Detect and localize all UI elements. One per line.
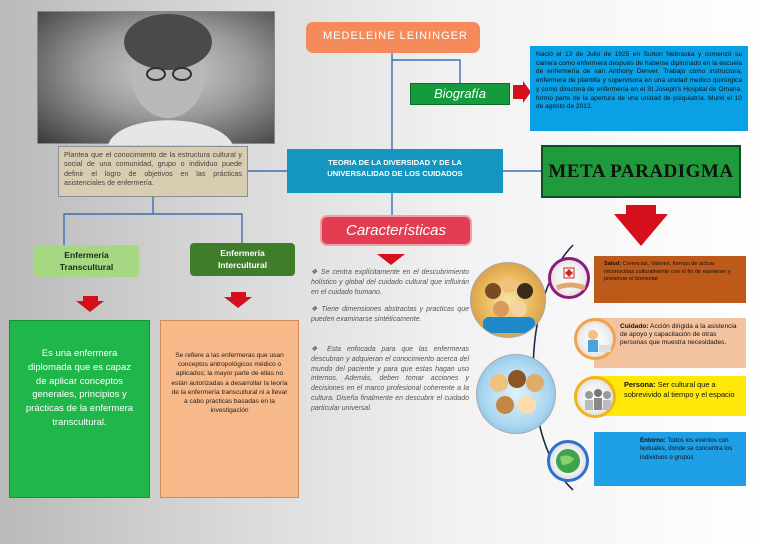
diamond-bullet-icon: ❖ <box>311 269 319 276</box>
title-box <box>306 22 480 53</box>
intercultural-label-line-1: Enfermería <box>220 248 265 258</box>
arrow-biografia <box>513 81 531 103</box>
culture-illustration-2 <box>476 354 556 434</box>
theory-line-2: UNIVERSALIDAD DE LOS CUIDADOS <box>327 169 463 178</box>
people-group-icon <box>471 263 546 338</box>
transcultural-label-line-2: Transcultural <box>59 261 114 272</box>
transcultural-text: Es una enfermera diplomada que es capaz de aplicar conceptos generales, principios y prácticas de la enfermera transcultural. <box>9 320 150 498</box>
intercultural-label <box>190 243 295 276</box>
connector-branches <box>64 214 242 245</box>
nurse-care-icon <box>574 318 616 360</box>
arrow-transcultural <box>76 296 104 312</box>
intercultural-label-line-2: Intercultural <box>217 259 268 270</box>
culture-illustration-1 <box>470 262 546 338</box>
arrow-meta <box>614 205 668 246</box>
children-faces-icon <box>477 355 556 434</box>
diamond-bullet-icon: ❖ <box>311 345 322 353</box>
bullet-item: ❖ Tiene dimensiones abstractas y practicas que pueden examinarse sintéticamente. <box>311 306 469 324</box>
metaparadigm-salud <box>594 256 746 303</box>
meta-paradigma-box: META PARADIGMA <box>541 145 741 198</box>
persona-text: Ser cultural que a sobrevivido al tiempo y el espacio <box>624 380 735 400</box>
biografia-label: Biografía <box>410 83 510 105</box>
biografia-text: Nació el 13 de Julio de 1925 en Sutton Nebraska y comenzó su carrera como enfermera después de haberse diplomado en la escuela de enfermería de san Anthony Denver. Trabajo como instructora, enfermera de plantilla y supervisora en una unidad medico quirúrgica y como directora de enfermería en el St Joseph's Hospital de Omaha, formo parte de la apertura de una unidad de psiquiatría. Murió el 10 de agosto de 2012. <box>530 46 748 131</box>
summary-box: Plantea que el conocimiento de la estructura cultural y social de una comunidad, grupo o individuo puede definir el logro de objetivos en las prácticas asistenciales de enfermería. <box>58 146 248 197</box>
transcultural-label <box>34 245 139 277</box>
diamond-bullet-icon: ❖ <box>311 306 319 314</box>
portrait-illustration <box>38 12 276 145</box>
health-hand-icon <box>548 257 590 299</box>
transcultural-label-line-1: Enfermería <box>64 250 109 260</box>
title-text: MEDELEINE LEININGER <box>323 30 468 42</box>
salud-key: Salud: <box>604 261 622 267</box>
caracteristicas-list <box>311 268 469 422</box>
theory-box <box>287 149 503 193</box>
cuidado-text: Acción dirigida a la asistencia de apoyo y capacitación de otras personas que muestra necesidades. <box>620 323 737 347</box>
entorno-text: Todos los eventos con textuales, donde se concentra los individuos o grupos <box>640 437 733 461</box>
caracteristicas-box: Características <box>320 215 472 246</box>
theory-line-1: TEORIA DE LA DIVERSIDAD Y DE LA <box>328 158 462 167</box>
arrow-caracteristicas <box>377 254 405 265</box>
bullet-item: ❖ Esta enfocada para que las enfermeras descubran y adquieran el conocimiento acerca del mundo del paciente y para que estas hagan uso internos. Además, deben tomar acciones y decisiones en el marco profesional coherente a la cultura. Diseña finalmente en descubrir el cuidado particular universal. <box>311 345 470 412</box>
entorno-key: Entorno: <box>640 437 666 444</box>
persona-key: Persona: <box>624 380 656 389</box>
arrow-intercultural <box>224 292 252 308</box>
metaparadigm-entorno <box>594 432 746 486</box>
portrait-photo <box>37 11 275 144</box>
cuidado-key: Cuidado: <box>620 323 649 330</box>
bullet-item: ❖ Se centra explícitamente en el descubrimiento holístico y global del cuidado cultural que influirán en el cuidado humano. <box>311 269 469 296</box>
salud-text: Creencias, Valores, formas de actuar reconocidas culturalmente con el fin de mantener y preservar el bienestar <box>604 261 731 283</box>
intercultural-text: Se refiere a las enfermeras que usan conceptos antropológicos médico o aplicados; la mayor parte de ellas no están autorizadas a desarrollar la teoría de la enfermería transcultural ni a llevar a cabo practicas basadas en la investigación <box>160 320 299 498</box>
persons-icon <box>574 376 616 418</box>
connector-title-biografia <box>392 60 460 83</box>
globe-icon <box>547 440 589 482</box>
